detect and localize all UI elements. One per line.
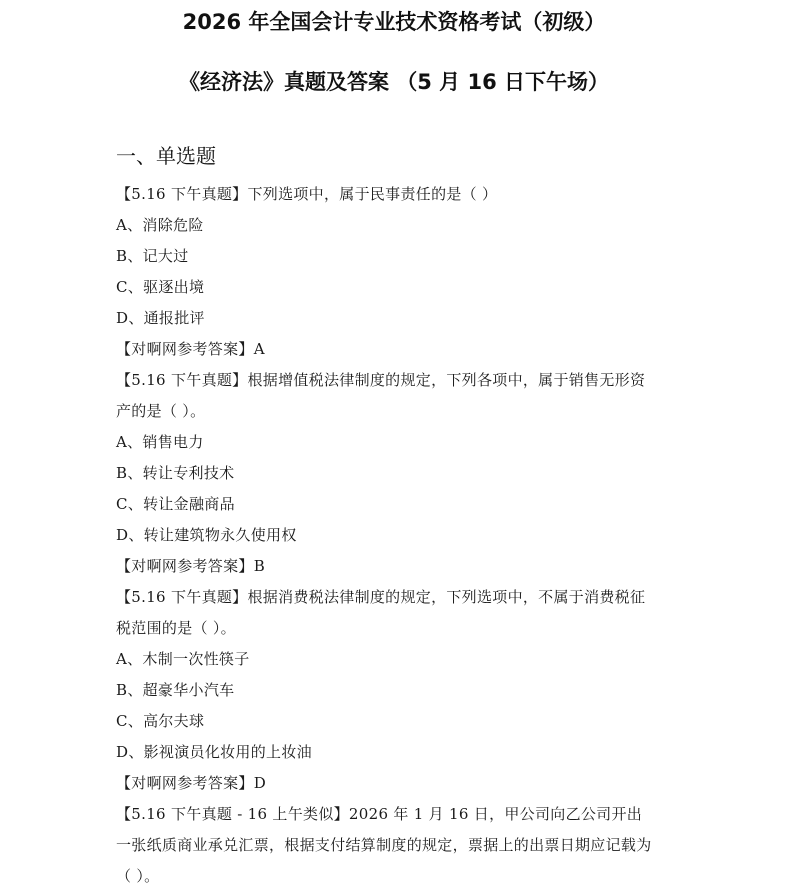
question-item xyxy=(116,365,676,582)
question-item xyxy=(116,179,676,365)
option-a: A、销售电力 xyxy=(116,433,204,451)
reference-answer: 【对啊网参考答案】D xyxy=(116,774,267,792)
option-a: A、消除危险 xyxy=(116,216,204,234)
question-stem: 【5.16 下午真题】根据增值税法律制度的规定，下列各项中，属于销售无形资 xyxy=(116,371,646,389)
option-b: B、超豪华小汽车 xyxy=(116,681,235,699)
option-d: D、影视演员化妆用的上妆油 xyxy=(116,743,312,761)
question-list xyxy=(116,179,676,892)
reference-answer: 【对啊网参考答案】A xyxy=(116,340,265,358)
reference-answer: 【对啊网参考答案】B xyxy=(116,557,266,575)
question-item xyxy=(116,799,676,892)
question-stem-continued: （ ）。 xyxy=(116,867,160,885)
question-item xyxy=(116,582,676,799)
document-title-line-1: 2026 年全国会计专业技术资格考试（初级） xyxy=(182,10,606,34)
question-stem-continued: 一张纸质商业承兑汇票，根据支付结算制度的规定，票据上的出票日期应记载为 xyxy=(116,836,652,854)
option-d: D、通报批评 xyxy=(116,309,205,327)
option-b: B、转让专利技术 xyxy=(116,464,235,482)
question-stem: 【5.16 下午真题 - 16 上午类似】2026 年 1 月 16 日，甲公司向乙公司开出 xyxy=(116,805,643,823)
question-stem-continued: 税范围的是（ ）。 xyxy=(116,619,236,637)
option-a: A、木制一次性筷子 xyxy=(116,650,250,668)
question-stem-continued: 产的是（ ）。 xyxy=(116,402,206,420)
question-stem: 【5.16 下午真题】根据消费税法律制度的规定，下列选项中，不属于消费税征 xyxy=(116,588,646,606)
section-heading: 一、单选题 xyxy=(116,144,216,168)
document-title-line-2: 《经济法》真题及答案 （5 月 16 日下午场） xyxy=(178,70,610,94)
option-c: C、高尔夫球 xyxy=(116,712,205,730)
option-c: C、驱逐出境 xyxy=(116,278,205,296)
option-b: B、记大过 xyxy=(116,247,189,265)
option-c: C、转让金融商品 xyxy=(116,495,235,513)
question-stem: 【5.16 下午真题】下列选项中，属于民事责任的是（ ） xyxy=(116,185,498,203)
option-d: D、转让建筑物永久使用权 xyxy=(116,526,297,544)
